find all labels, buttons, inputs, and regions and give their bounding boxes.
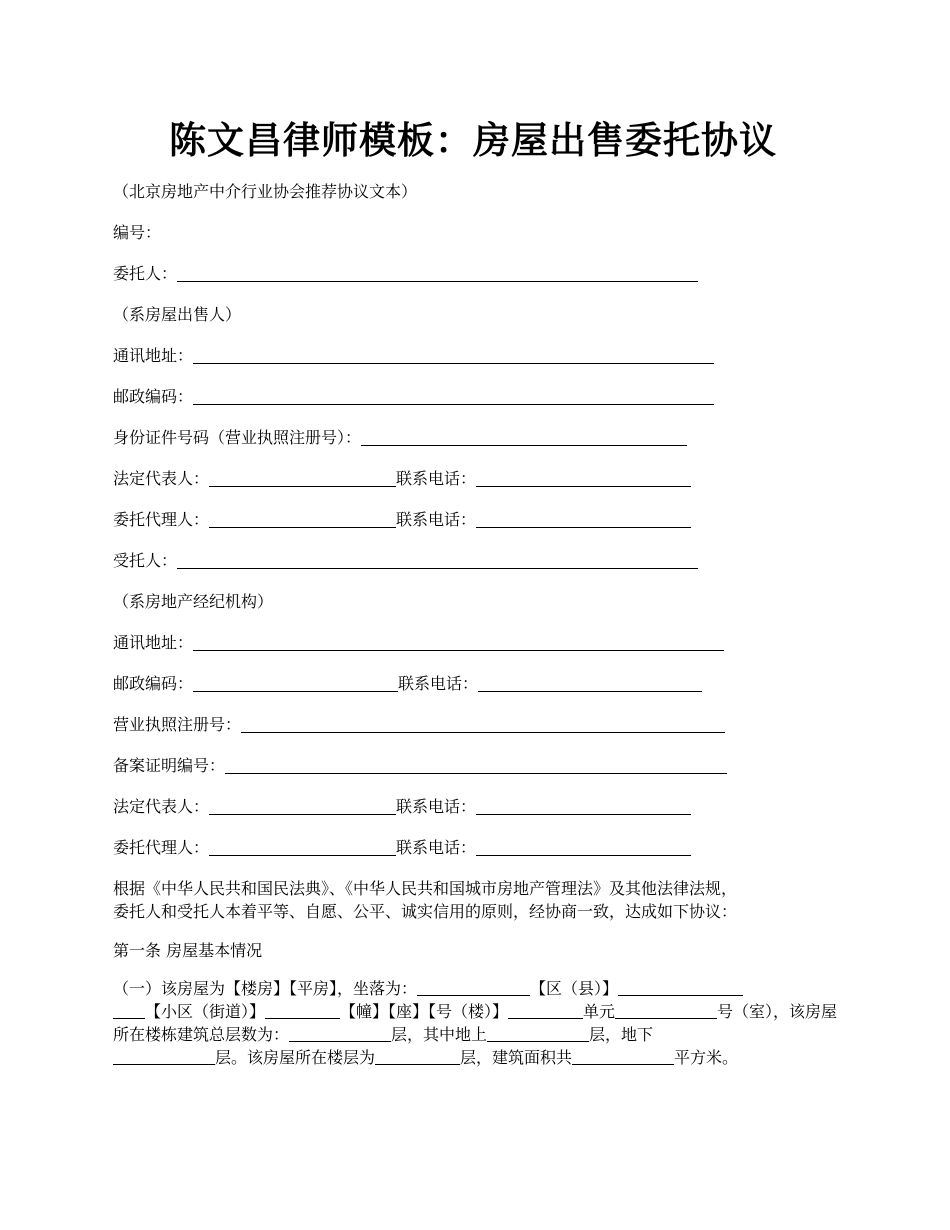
- trustee-license-field[interactable]: [241, 714, 725, 733]
- clause-text-6: 号（室），该房屋所在楼栋建筑总层数为：: [113, 1002, 838, 1044]
- community-field[interactable]: [265, 1002, 340, 1019]
- client-address-label: 通讯地址：: [113, 346, 194, 365]
- clause-text-11: 平方米。: [674, 1048, 739, 1067]
- client-postcode-label: 邮政编码：: [113, 387, 194, 406]
- trustee-legal-rep-phone-field[interactable]: [476, 796, 691, 815]
- client-note: （系房屋出售人）: [113, 305, 242, 324]
- page-title: 陈文昌律师模板：房屋出售委托协议: [169, 118, 777, 162]
- clause-text-9: 层。该房屋所在楼层为: [215, 1048, 376, 1067]
- district-field-cont[interactable]: [113, 1002, 145, 1019]
- trustee-postcode-line: [113, 672, 702, 696]
- clause-text-5: 单元: [583, 1002, 616, 1021]
- preamble-line-2: [113, 900, 737, 924]
- trustee-legal-rep-label: 法定代表人：: [113, 797, 210, 816]
- trustee-address-line: [113, 631, 724, 655]
- trustee-agent-line: [113, 836, 691, 860]
- client-agent-label: 委托代理人：: [113, 510, 210, 529]
- clause-text-1: （一）该房屋为【楼房】【平房】，坐落为：: [113, 979, 418, 998]
- location-field[interactable]: [417, 979, 530, 996]
- trustee-record-line: [113, 754, 727, 778]
- trustee-postcode-field[interactable]: [193, 673, 398, 692]
- client-id-label: 身份证件号码（营业执照注册号）：: [113, 428, 362, 447]
- trustee-label: 受托人：: [113, 551, 178, 570]
- client-id-line: [113, 426, 687, 450]
- number-label: 编号：: [113, 223, 162, 242]
- client-phone-field[interactable]: [476, 468, 691, 487]
- client-name-field[interactable]: [177, 263, 698, 282]
- trustee-postcode-phone-label: 联系电话：: [398, 674, 479, 693]
- article-1-clause-1: [113, 977, 843, 1069]
- client-address-field[interactable]: [193, 345, 714, 364]
- total-floors-field[interactable]: [289, 1025, 391, 1042]
- number-line: [113, 221, 161, 245]
- client-note-line: [113, 303, 241, 327]
- client-legal-rep-field[interactable]: [209, 468, 396, 487]
- client-postcode-line: [113, 385, 714, 409]
- article-1-heading: [113, 939, 262, 963]
- client-id-field[interactable]: [361, 427, 687, 446]
- trustee-address-label: 通讯地址：: [113, 633, 194, 652]
- client-agent-phone-label: 联系电话：: [396, 510, 477, 529]
- clause-text-3: 【小区（街道）】: [145, 1002, 266, 1021]
- above-ground-floors-field[interactable]: [487, 1025, 589, 1042]
- trustee-record-label: 备案证明编号：: [113, 756, 226, 775]
- client-agent-field[interactable]: [209, 509, 396, 528]
- trustee-license-label: 营业执照注册号：: [113, 715, 242, 734]
- client-address-line: [113, 344, 714, 368]
- clause-text-7: 层，其中地上: [391, 1025, 488, 1044]
- trustee-record-field[interactable]: [225, 755, 727, 774]
- subtitle-line: [113, 180, 417, 204]
- area-field[interactable]: [572, 1048, 674, 1065]
- trustee-line: [113, 549, 698, 573]
- client-postcode-field[interactable]: [193, 386, 714, 405]
- trustee-postcode-label: 邮政编码：: [113, 674, 194, 693]
- preamble-text-1: 根据《中华人民共和国民法典》、《中华人民共和国城市房地产管理法》及其他法律法规，: [113, 879, 738, 898]
- client-legal-rep-label: 法定代表人：: [113, 469, 210, 488]
- clause-text-2: 【区（县）】: [530, 979, 619, 998]
- trustee-license-line: [113, 713, 725, 737]
- subtitle: （北京房地产中介行业协会推荐协议文本）: [113, 182, 418, 201]
- building-field[interactable]: [508, 1002, 583, 1019]
- client-label: 委托人：: [113, 264, 178, 283]
- trustee-address-field[interactable]: [193, 632, 724, 651]
- preamble-line-1: [113, 877, 737, 901]
- unit-field[interactable]: [615, 1002, 717, 1019]
- district-field[interactable]: [618, 979, 743, 996]
- trustee-legal-rep-field[interactable]: [209, 796, 396, 815]
- client-phone-label: 联系电话：: [396, 469, 477, 488]
- trustee-agent-phone-label: 联系电话：: [396, 838, 477, 857]
- trustee-note: （系房地产经纪机构）: [113, 592, 274, 611]
- trustee-agent-label: 委托代理人：: [113, 838, 210, 857]
- trustee-agent-field[interactable]: [209, 837, 396, 856]
- trustee-name-field[interactable]: [177, 550, 698, 569]
- client-legal-rep-line: [113, 467, 691, 491]
- clause-text-10: 层，建筑面积共: [460, 1048, 573, 1067]
- trustee-legal-rep-line: [113, 795, 691, 819]
- trustee-note-line: [113, 590, 273, 614]
- trustee-phone-field[interactable]: [478, 673, 702, 692]
- client-agent-line: [113, 508, 691, 532]
- clause-text-8: 层，地下: [589, 1025, 654, 1044]
- client-line: [113, 262, 698, 286]
- clause-text-4: 【幢】【座】【号（楼）】: [340, 1002, 509, 1021]
- article-1-title: 第一条 房屋基本情况: [113, 941, 263, 960]
- client-agent-phone-field[interactable]: [476, 509, 691, 528]
- preamble-text-2: 委托人和受托人本着平等、自愿、公平、诚实信用的原则，经协商一致，达成如下协议：: [113, 902, 738, 921]
- floor-field[interactable]: [375, 1048, 460, 1065]
- trustee-agent-phone-field[interactable]: [476, 837, 691, 856]
- below-ground-floors-field[interactable]: [113, 1048, 215, 1065]
- trustee-legal-rep-phone-label: 联系电话：: [396, 797, 477, 816]
